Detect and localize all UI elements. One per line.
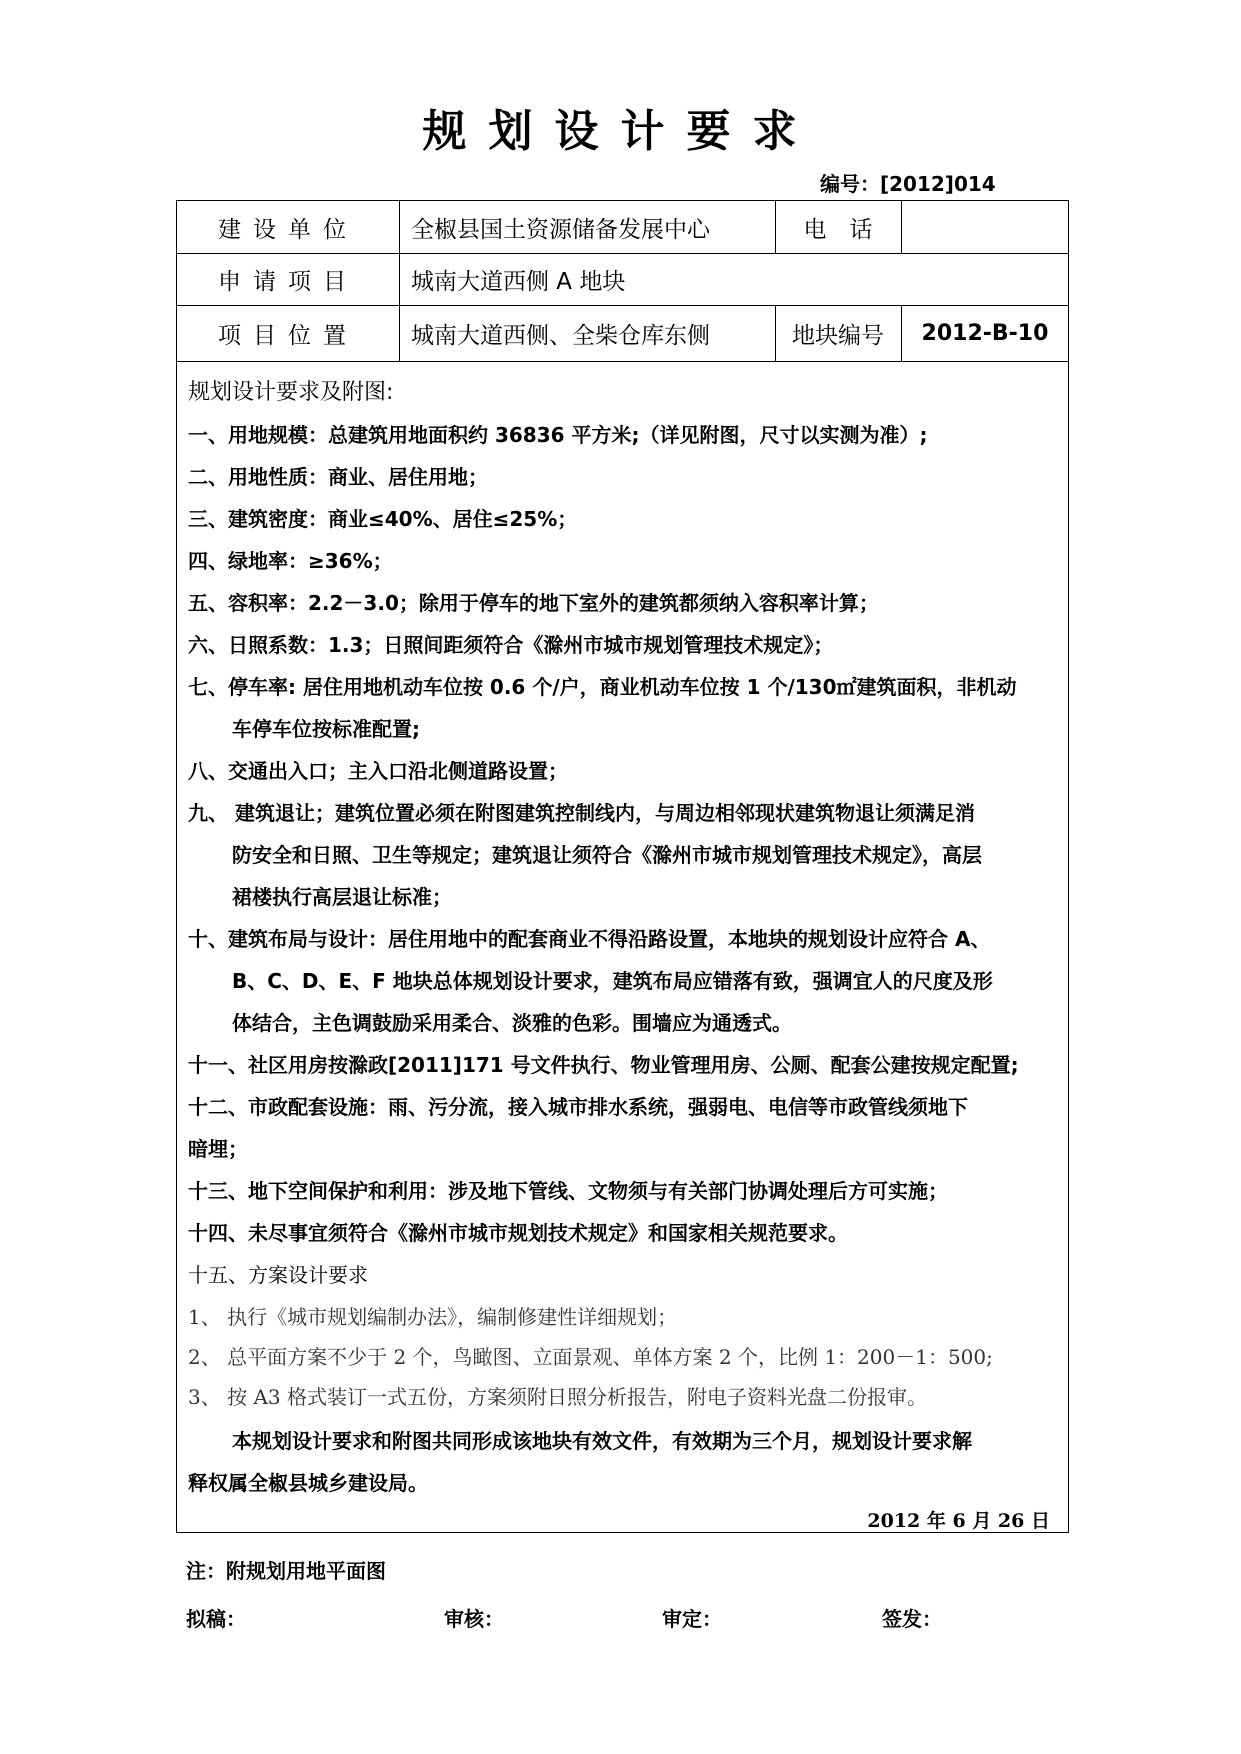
- column-divider: [901, 201, 902, 253]
- requirement-line: 十三、地下空间保护和利用：涉及地下管线、文物须与有关部门协调处理后方可实施；: [188, 1179, 948, 1203]
- requirements-form: [176, 200, 1069, 1533]
- requirement-line: 体结合，主色调鼓励采用柔合、淡雅的色彩。围墙应为通透式。: [232, 1011, 792, 1035]
- review-label: 审核：: [444, 1607, 504, 1631]
- closing-statement: 本规划设计要求和附图共同形成该地块有效文件，有效期为三个月，规划设计要求解: [232, 1429, 972, 1453]
- requirement-line: B、C、D、E、F 地块总体规划设计要求，建筑布局应错落有致，强调宜人的尺度及形: [232, 969, 993, 993]
- requirement-line: 裙楼执行高层退让标准；: [232, 885, 452, 909]
- requirement-line: 一、用地规模：总建筑用地面积约 36836 平方米;（详见附图，尺寸以实测为准）;: [188, 423, 928, 447]
- requirement-line: 九、 建筑退让；建筑位置必须在附图建筑控制线内，与周边相邻现状建筑物退让须满足消: [188, 801, 975, 825]
- requirement-line: 七、停车率: 居住用地机动车位按 0.6 个/户，商业机动车位按 1 个/130㎡建筑面积，非机动: [188, 675, 1017, 699]
- requirement-line: 暗埋；: [188, 1137, 248, 1161]
- requirement-line: 四、绿地率：≥36%；: [188, 549, 393, 573]
- phone-label: 电 话: [803, 216, 873, 243]
- requirement-line: 防安全和日照、卫生等规定；建筑退让须符合《滁州市城市规划管理技术规定》，高层: [232, 843, 982, 867]
- requirement-line: 十一、社区用房按滁政[2011]171 号文件执行、物业管理用房、公厕、配套公建按规定配置;: [188, 1053, 1019, 1077]
- document-number: 编号：[2012]014: [820, 172, 996, 196]
- requirement-line: 六、日照系数：1.3；日照间距须符合《滁州市城市规划管理技术规定》；: [188, 633, 834, 657]
- project-value: 城南大道西侧 A 地块: [411, 268, 626, 295]
- plot-number-label: 地块编号: [792, 322, 884, 349]
- requirement-line: 十五、方案设计要求: [188, 1263, 368, 1287]
- phone-value: [911, 201, 1061, 253]
- scheme-requirement: 1、 执行《城市规划编制办法》，编制修建性详细规划；: [188, 1305, 678, 1329]
- requirement-line: 八、交通出入口；主入口沿北侧道路设置；: [188, 759, 568, 783]
- requirement-line: 二、用地性质：商业、居住用地；: [188, 465, 488, 489]
- page-title: 规划设计要求: [422, 106, 819, 157]
- requirement-line: 十四、未尽事宜须符合《滁州市城市规划技术规定》和国家相关规范要求。: [188, 1221, 848, 1245]
- scheme-requirement: 2、 总平面方案不少于 2 个，鸟瞰图、立面景观、单体方案 2 个，比例 1：200－1：500;: [188, 1345, 993, 1369]
- requirements-heading: 规划设计要求及附图:: [188, 380, 394, 405]
- location-label: 项目位置: [218, 322, 358, 349]
- requirement-line: 三、建筑密度：商业≤40%、居住≤25%；: [188, 507, 578, 531]
- column-divider: [399, 201, 400, 361]
- requirement-line: 五、容积率：2.2－3.0；除用于停车的地下室外的建筑都须纳入容积率计算；: [188, 591, 879, 615]
- attachment-note: 注：附规划用地平面图: [186, 1559, 386, 1583]
- issue-label: 签发：: [882, 1607, 942, 1631]
- unit-label: 建设单位: [218, 216, 358, 243]
- plot-number-value: 2012-B-10: [921, 320, 1049, 346]
- requirement-line: 十二、市政配套设施：雨、污分流，接入城市排水系统，强弱电、电信等市政管线须地下: [188, 1095, 968, 1119]
- draft-label: 拟稿：: [186, 1607, 246, 1631]
- project-label: 申请项目: [218, 268, 358, 295]
- scheme-requirement: 3、 按 A3 格式装订一式五份，方案须附日照分析报告，附电子资料光盘二份报审。: [188, 1385, 927, 1409]
- closing-statement: 释权属全椒县城乡建设局。: [188, 1471, 428, 1495]
- location-value: 城南大道西侧、全柴仓库东侧: [411, 322, 710, 349]
- row-divider: [177, 361, 1068, 362]
- requirement-line: 车停车位按标准配置;: [232, 717, 420, 741]
- requirement-line: 十、建筑布局与设计：居住用地中的配套商业不得沿路设置，本地块的规划设计应符合 A、: [188, 927, 991, 951]
- unit-value: 全椒县国土资源储备发展中心: [411, 216, 710, 243]
- approve-label: 审定：: [662, 1607, 722, 1631]
- issue-date: 2012 年 6 月 26 日: [867, 1510, 1050, 1532]
